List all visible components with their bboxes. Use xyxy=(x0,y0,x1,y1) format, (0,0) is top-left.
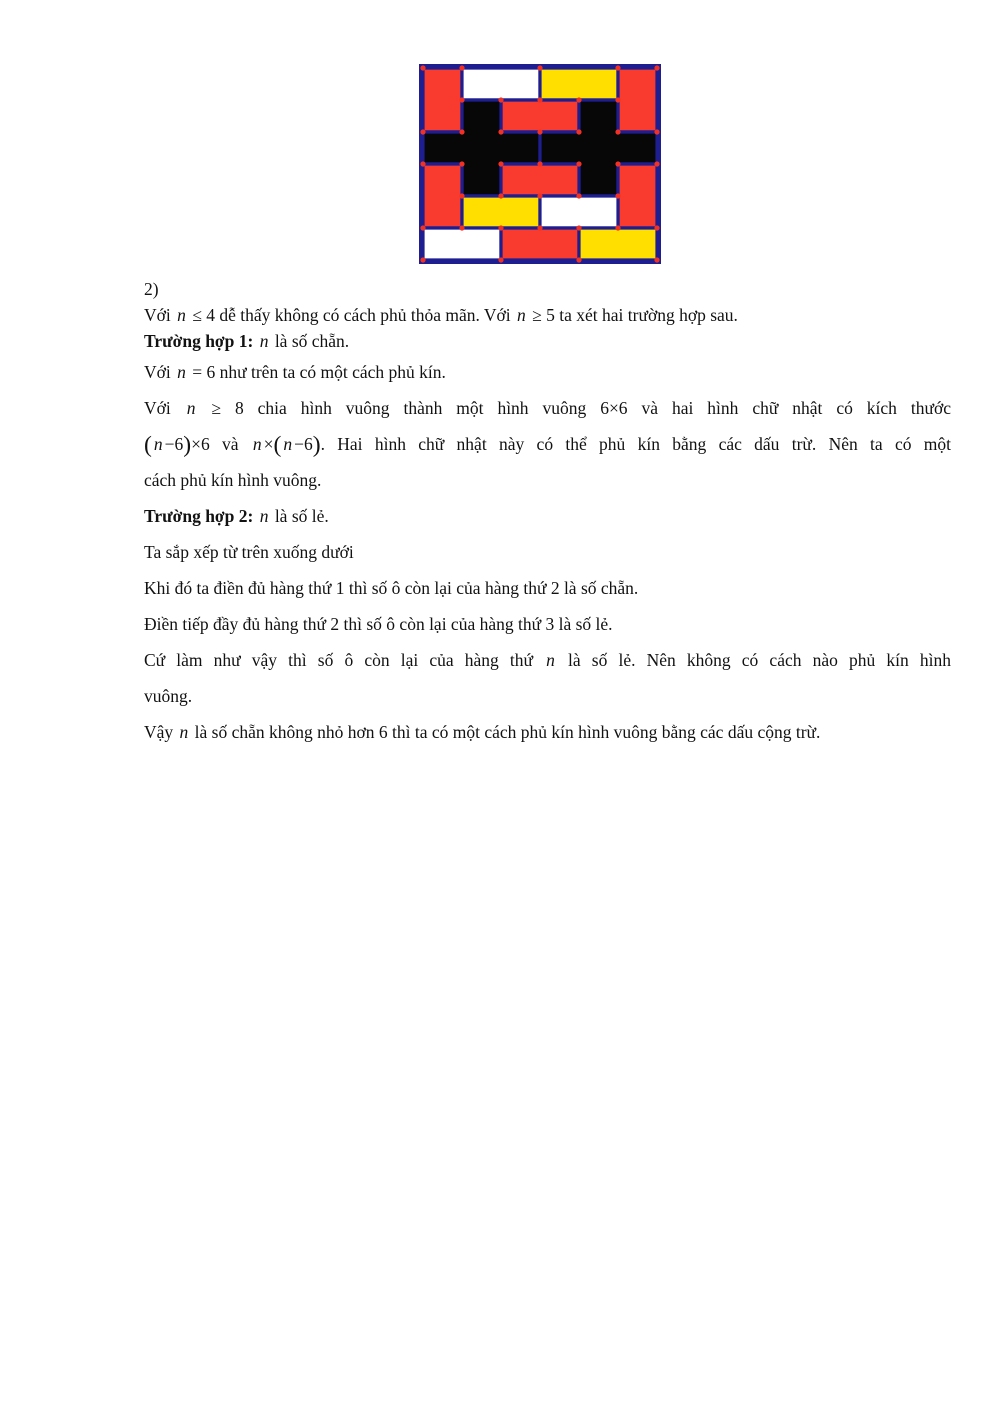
corner-dot xyxy=(615,129,620,134)
text-run: n xyxy=(283,434,293,454)
text-line-13 xyxy=(144,714,951,750)
figure-svg xyxy=(419,64,661,264)
corner-dot xyxy=(420,257,425,262)
corner-dot xyxy=(576,257,581,262)
corner-dot xyxy=(420,65,425,70)
text-run: ( xyxy=(273,431,282,458)
corner-dot xyxy=(654,161,659,166)
tiling-figure xyxy=(419,64,661,264)
white-domino-tile xyxy=(462,68,540,100)
text-run: n xyxy=(177,362,186,382)
red-domino-tile xyxy=(618,68,657,132)
text-run: ≥ 8 chia hình vuông thành một hình vuông 6×6 và hai hình chữ nhật có kích thước xyxy=(197,398,951,418)
corner-dot xyxy=(537,65,542,70)
yellow-domino-tile xyxy=(462,196,540,228)
text-run: n xyxy=(259,331,269,351)
text-run: Khi đó ta điền đủ hàng thứ 1 thì số ô còn lại của hàng thứ 2 là số chẵn. xyxy=(144,578,639,598)
red-domino-tile xyxy=(423,68,462,132)
corner-dot xyxy=(498,225,503,230)
corner-dot xyxy=(459,129,464,134)
text-line-10 xyxy=(144,606,951,642)
text-run: Ta sắp xếp từ trên xuống dưới xyxy=(144,542,354,562)
text-line-0 xyxy=(144,276,951,302)
text-line-12 xyxy=(144,678,951,714)
corner-dot xyxy=(615,193,620,198)
corner-dot xyxy=(537,225,542,230)
text-run: n xyxy=(546,650,555,670)
text-line-4 xyxy=(144,390,951,426)
corner-dot xyxy=(537,97,542,102)
text-line-7 xyxy=(144,498,951,534)
text-line-2 xyxy=(144,328,951,354)
white-domino-tile xyxy=(540,196,618,228)
yellow-domino-tile xyxy=(540,68,618,100)
corner-dot xyxy=(420,161,425,166)
text-run: là số chẵn không nhỏ hơn 6 thì ta có một cách phủ kín hình vuông bằng các dấu cộng trừ. xyxy=(190,722,821,742)
corner-dot xyxy=(576,193,581,198)
red-domino-tile xyxy=(501,100,579,132)
text-run: Vậy xyxy=(144,722,178,742)
corner-dot xyxy=(654,257,659,262)
corner-dot xyxy=(654,65,659,70)
red-domino-tile xyxy=(501,164,579,196)
corner-dot xyxy=(615,65,620,70)
red-domino-tile xyxy=(618,164,657,228)
text-run: 2) xyxy=(144,279,159,299)
text-run: Trường hợp 2: xyxy=(144,506,254,526)
text-run: n xyxy=(186,398,196,418)
corner-dot xyxy=(576,161,581,166)
corner-dot xyxy=(537,161,542,166)
yellow-domino-tile xyxy=(579,228,657,260)
corner-dot xyxy=(615,225,620,230)
corner-dot xyxy=(459,161,464,166)
text-run: là số chẵn. xyxy=(270,331,350,351)
text-run: n xyxy=(153,434,163,454)
text-run: là số lẻ. xyxy=(270,506,329,526)
text-run: cách phủ kín hình vuông. xyxy=(144,470,322,490)
text-run: −6 xyxy=(294,434,313,454)
text-run: n xyxy=(517,305,526,325)
corner-dot xyxy=(576,97,581,102)
text-run: ) xyxy=(183,431,192,458)
corner-dot xyxy=(459,65,464,70)
white-domino-tile xyxy=(423,228,501,260)
text-run: Trường hợp 1: xyxy=(144,331,254,351)
corner-dot xyxy=(654,225,659,230)
corner-dot xyxy=(576,129,581,134)
text-run: Điền tiếp đầy đủ hàng thứ 2 thì số ô còn lại của hàng thứ 3 là số lẻ. xyxy=(144,614,613,634)
corner-dot xyxy=(615,97,620,102)
text-run: vuông. xyxy=(144,686,193,706)
red-domino-tile xyxy=(501,228,579,260)
text-run: . Hai hình chữ nhật này có thể phủ kín bằng các dấu trừ. Nên ta có một xyxy=(320,434,951,454)
corner-dot xyxy=(459,97,464,102)
text-run: n xyxy=(252,434,262,454)
corner-dot xyxy=(654,129,659,134)
text-run: n xyxy=(259,506,269,526)
text-run: n xyxy=(177,305,186,325)
text-line-3 xyxy=(144,354,951,390)
corner-dot xyxy=(615,161,620,166)
corner-dot xyxy=(459,225,464,230)
corner-dot xyxy=(537,129,542,134)
text-line-1 xyxy=(144,302,951,328)
text-run: Với xyxy=(144,305,176,325)
text-line-8 xyxy=(144,534,951,570)
text-line-9 xyxy=(144,570,951,606)
text-run: Với xyxy=(144,398,185,418)
corner-dot xyxy=(498,129,503,134)
corner-dot xyxy=(498,257,503,262)
corner-dot xyxy=(498,161,503,166)
text-run: n xyxy=(179,722,189,742)
text-run: ≤ 4 dễ thấy không có cách phủ thỏa mãn. Với xyxy=(187,305,516,325)
text-run: là số lẻ. Nên không có cách nào phủ kín hình xyxy=(556,650,951,670)
text-run: Với xyxy=(144,362,176,382)
text-run: ( xyxy=(144,431,152,458)
text-run: ×6 và xyxy=(191,434,251,454)
red-domino-tile xyxy=(423,164,462,228)
text-run: ) xyxy=(312,431,321,458)
text-run: ≥ 5 ta xét hai trường hợp sau. xyxy=(527,305,738,325)
corner-dot xyxy=(420,129,425,134)
text-run: Cứ làm như vậy thì số ô còn lại của hàng thứ xyxy=(144,650,545,670)
solution-text xyxy=(144,276,951,750)
corner-dot xyxy=(420,225,425,230)
text-run: × xyxy=(263,434,274,454)
text-line-11 xyxy=(144,642,951,678)
text-line-6 xyxy=(144,462,951,498)
corner-dot xyxy=(498,193,503,198)
corner-dot xyxy=(459,193,464,198)
corner-dot xyxy=(537,193,542,198)
text-run: = 6 như trên ta có một cách phủ kín. xyxy=(187,362,446,382)
text-run: −6 xyxy=(164,434,184,454)
corner-dot xyxy=(576,225,581,230)
corner-dot xyxy=(498,97,503,102)
text-line-5 xyxy=(144,426,951,462)
